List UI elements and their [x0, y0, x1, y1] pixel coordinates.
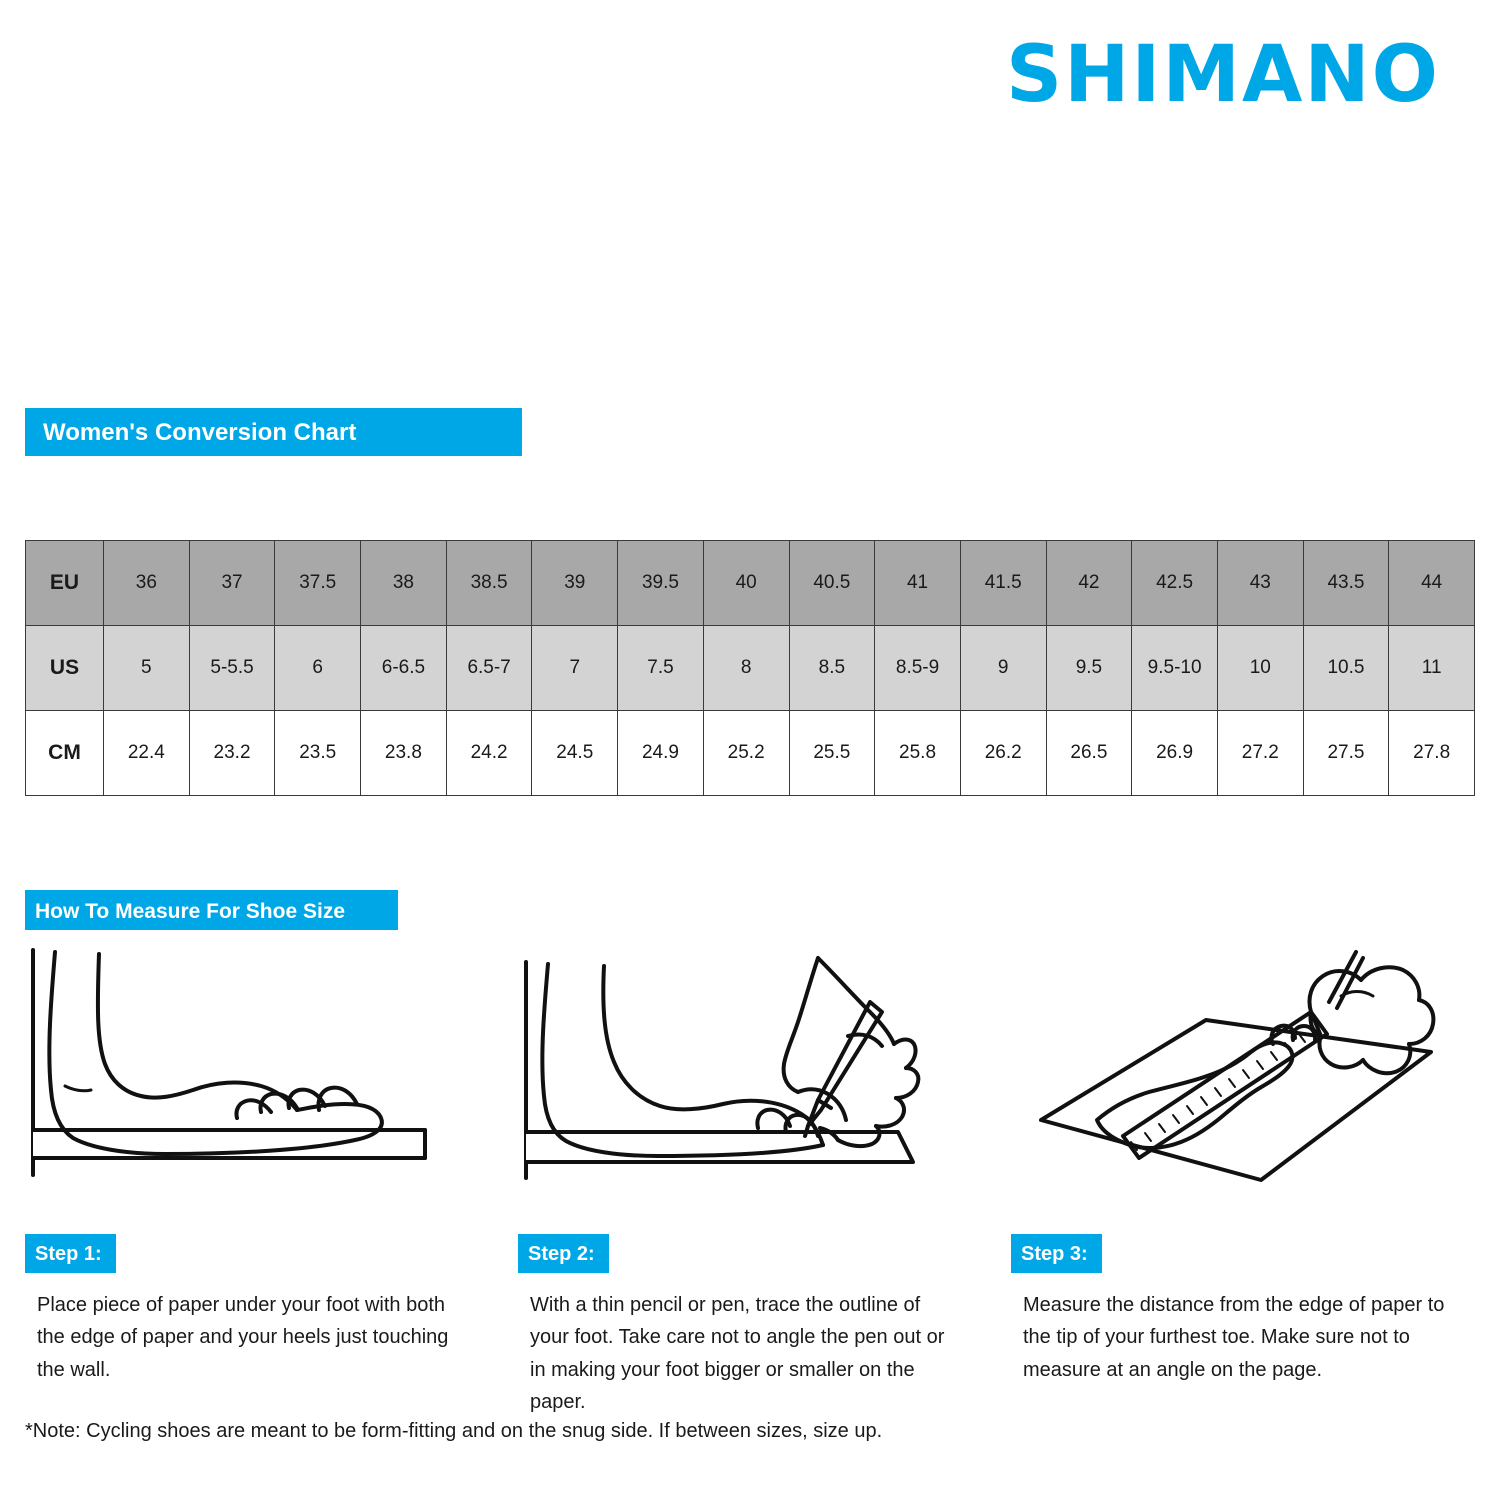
shimano-logo: SHIMANO [1005, 30, 1440, 120]
conversion-table [25, 540, 1475, 796]
cell-cm-4: 24.2 [446, 711, 532, 796]
cell-cm-8: 25.5 [789, 711, 875, 796]
cell-cm-5: 24.5 [532, 711, 618, 796]
cell-us-0: 5 [104, 626, 190, 711]
ruler-measuring-outline-illustration [1011, 940, 1474, 1230]
cell-cm-0: 22.4 [104, 711, 190, 796]
cell-us-13: 10 [1217, 626, 1303, 711]
steps-container [25, 940, 1475, 1419]
cell-us-10: 9 [960, 626, 1046, 711]
cell-eu-5: 39 [532, 541, 618, 626]
step-3-label: Step 3: [1011, 1234, 1102, 1273]
cell-eu-9: 41 [875, 541, 961, 626]
cell-eu-4: 38.5 [446, 541, 532, 626]
cell-us-7: 8 [703, 626, 789, 711]
step-2-label: Step 2: [518, 1234, 609, 1273]
step-1-text: Place piece of paper under your foot with both the edge of paper and your heels just touching the wall. [37, 1294, 449, 1381]
cell-eu-1: 37 [189, 541, 275, 626]
cell-us-2: 6 [275, 626, 361, 711]
cell-cm-12: 26.9 [1132, 711, 1218, 796]
cell-us-11: 9.5 [1046, 626, 1132, 711]
step-2-text: With a thin pencil or pen, trace the outline of your foot. Take care not to angle the pen out or in making your foot bigger or smaller on the paper. [530, 1294, 945, 1414]
cell-us-15: 11 [1389, 626, 1475, 711]
cell-cm-15: 27.8 [1389, 711, 1475, 796]
step-1 [25, 940, 488, 1419]
cell-us-14: 10.5 [1303, 626, 1389, 711]
cell-eu-11: 42 [1046, 541, 1132, 626]
step-3-text: Measure the distance from the edge of paper to the tip of your furthest toe. Make sure not to measure at an angle on the page. [1023, 1294, 1445, 1381]
cell-cm-9: 25.8 [875, 711, 961, 796]
cell-us-8: 8.5 [789, 626, 875, 711]
cell-eu-15: 44 [1389, 541, 1475, 626]
row-label-us: US [26, 626, 104, 711]
cell-us-9: 8.5-9 [875, 626, 961, 711]
cell-eu-6: 39.5 [618, 541, 704, 626]
table-row [26, 626, 1475, 711]
footnote: *Note: Cycling shoes are meant to be form-fitting and on the snug side. If between sizes, size up. [25, 1420, 883, 1442]
cell-us-4: 6.5-7 [446, 626, 532, 711]
cell-cm-2: 23.5 [275, 711, 361, 796]
row-label-eu: EU [26, 541, 104, 626]
row-label-cm: CM [26, 711, 104, 796]
cell-cm-13: 27.2 [1217, 711, 1303, 796]
cell-eu-8: 40.5 [789, 541, 875, 626]
hand-tracing-foot-illustration [518, 940, 981, 1230]
cell-cm-6: 24.9 [618, 711, 704, 796]
cell-us-6: 7.5 [618, 626, 704, 711]
cell-us-1: 5-5.5 [189, 626, 275, 711]
cell-eu-14: 43.5 [1303, 541, 1389, 626]
cell-us-12: 9.5-10 [1132, 626, 1218, 711]
cell-cm-7: 25.2 [703, 711, 789, 796]
cell-eu-13: 43 [1217, 541, 1303, 626]
cell-us-3: 6-6.5 [361, 626, 447, 711]
step-3 [1011, 940, 1474, 1419]
cell-eu-7: 40 [703, 541, 789, 626]
foot-on-paper-illustration [25, 940, 488, 1230]
table-row [26, 711, 1475, 796]
cell-eu-3: 38 [361, 541, 447, 626]
table-row [26, 541, 1475, 626]
cell-cm-10: 26.2 [960, 711, 1046, 796]
cell-eu-2: 37.5 [275, 541, 361, 626]
cell-cm-3: 23.8 [361, 711, 447, 796]
cell-us-5: 7 [532, 626, 618, 711]
step-1-label: Step 1: [25, 1234, 116, 1273]
page-title: Women's Conversion Chart [25, 408, 522, 456]
cell-cm-1: 23.2 [189, 711, 275, 796]
how-to-measure-title: How To Measure For Shoe Size [25, 890, 398, 930]
cell-cm-14: 27.5 [1303, 711, 1389, 796]
cell-eu-10: 41.5 [960, 541, 1046, 626]
cell-eu-12: 42.5 [1132, 541, 1218, 626]
cell-eu-0: 36 [104, 541, 190, 626]
step-2 [518, 940, 981, 1419]
cell-cm-11: 26.5 [1046, 711, 1132, 796]
